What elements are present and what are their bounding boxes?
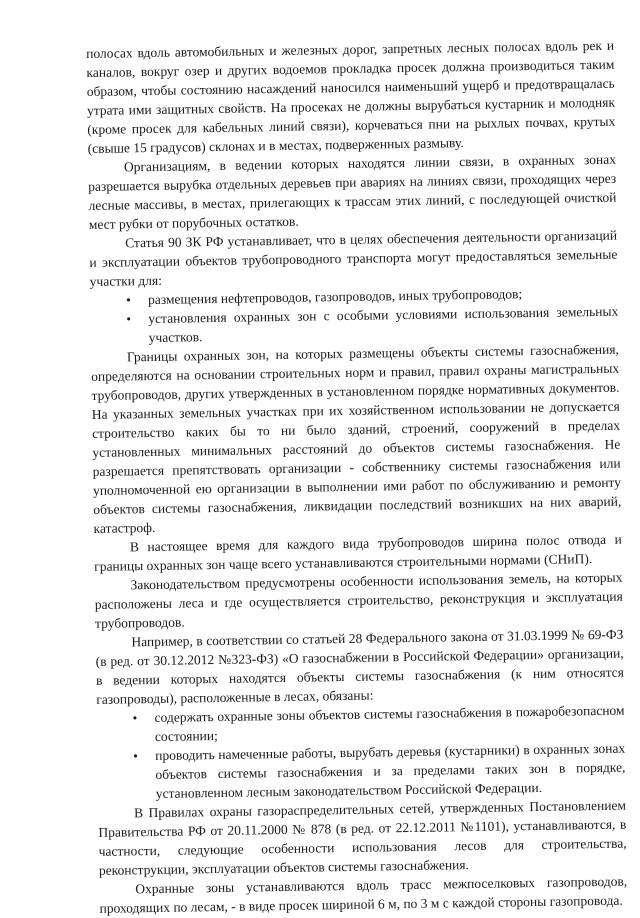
- list-item-text: установления охранных зон с особыми условиями использования земельных участков.: [148, 303, 619, 346]
- paragraph-3: Статья 90 ЗК РФ устанавливает, что в целях обеспечения деятельности организаций и эксплуатации объектов трубопроводного транспорта могут предоставляться земельные участки для:: [89, 227, 618, 289]
- list-item: [133, 739, 626, 804]
- paragraph-4: Границы охранных зон, на которых размещены объекты системы газоснабжения, определяются на основании строительных норм и правил, правил охраны магистральных трубопроводов, других утвержденных в установленном порядке нормативных документов. На указанных земельных участках при их хозяйственном использовании не допускается строительство каких бы то ни было зданий, строений, сооружений в пределах установленных минимальных расстояний до объектов системы газоснабжения. Не разрешается препятствовать организации - собственнику системы газоснабжения или уполномоченной ею организации в выполнении ими работ по обслуживанию и ремонту объектов системы газоснабжения, ликвидации последствий возникших на них аварий, катастроф.: [91, 341, 622, 536]
- list-item-text: содержать охранные зоны объектов системы газоснабжения в пожаробезопасном состоянии;: [154, 702, 625, 745]
- bullet-icon: •: [126, 311, 132, 327]
- list-item-text: размещения нефтепроводов, газопроводов, иных трубопроводов;: [147, 286, 523, 308]
- bullet-list-land-purposes: [90, 283, 619, 348]
- paragraph-7: Например, в соответствии со статьей 28 Федерального закона от 31.03.1999 № 69-ФЗ (в ред. от 30.12.2012 №323-ФЗ) «О газоснабжении в Российской Федерации» организации, в ведении которых находятся объекты системы газоснабжения (к ним относятся газопроводы), расположенные в лесах, обязаны:: [95, 626, 625, 707]
- document-body: [86, 36, 628, 918]
- bullet-icon: •: [125, 292, 131, 308]
- paragraph-2: Организациям, в ведении которых находятся линии связи, в охранных зонах разрешается вырубка отдельных деревьев при авариях на линиях связи, проходящих через лесные массивы, в местах, прилегающих к трассам этих линий, с последующей очисткой мест рубки от порубочных остатков.: [88, 151, 617, 232]
- list-item: [126, 302, 619, 348]
- bullet-icon: •: [133, 748, 139, 764]
- list-item-text: проводить намеченные работы, вырубать деревья (кустарники) в охранных зонах объектов системы газоснабжения и за пределами таких зон в порядке, установленном лесным законодательством Российской Федерации.: [155, 740, 626, 801]
- paragraph-9: Охранные зоны устанавливаются вдоль трасс межпоселковых газопроводов, проходящих по лесам, - в виде просек шириной 6 м, по 3 м с каждой стороны газопровода.: [99, 873, 628, 916]
- bullet-list-obligations: [96, 701, 625, 804]
- paragraph-1: полосах вдоль автомобильных и железных дорог, запретных лесных полосах вдоль рек и каналов, вокруг озер и других водоемов прокладка просек должна производиться таким образом, чтобы состоянию насаждений наносился наименьший ущерб и предотвращалась утрата ими защитных свойств. На просеках не должны вырубаться кустарник и молодняк (кроме просек для кабельных линий связи), корчеваться пни на рыхлых почвах, крутых (свыше 15 градусов) склонах и в местах, подверженных размыву.: [86, 37, 616, 156]
- paragraph-6: Законодательством предусмотрены особенности использования земель, на которых расположены леса и где осуществляется строительство, реконструкция и эксплуатация трубопроводов.: [94, 569, 623, 631]
- paragraph-5: В настоящее время для каждого вида трубопроводов ширина полос отвода и границы охранных зон чаще всего устанавливаются строительными нормами (СНиП).: [94, 531, 622, 574]
- bullet-icon: •: [132, 710, 138, 726]
- paragraph-8: В Правилах охраны газораспределительных сетей, утвержденных Постановлением Правительства РФ от 20.11.2000 № 878 (в ред. от 22.12.2011 №1101), устанавливаются, в частности, следующие особенности использования лесов для строительства, реконструкции, эксплуатации объектов системы газоснабжения.: [98, 797, 627, 878]
